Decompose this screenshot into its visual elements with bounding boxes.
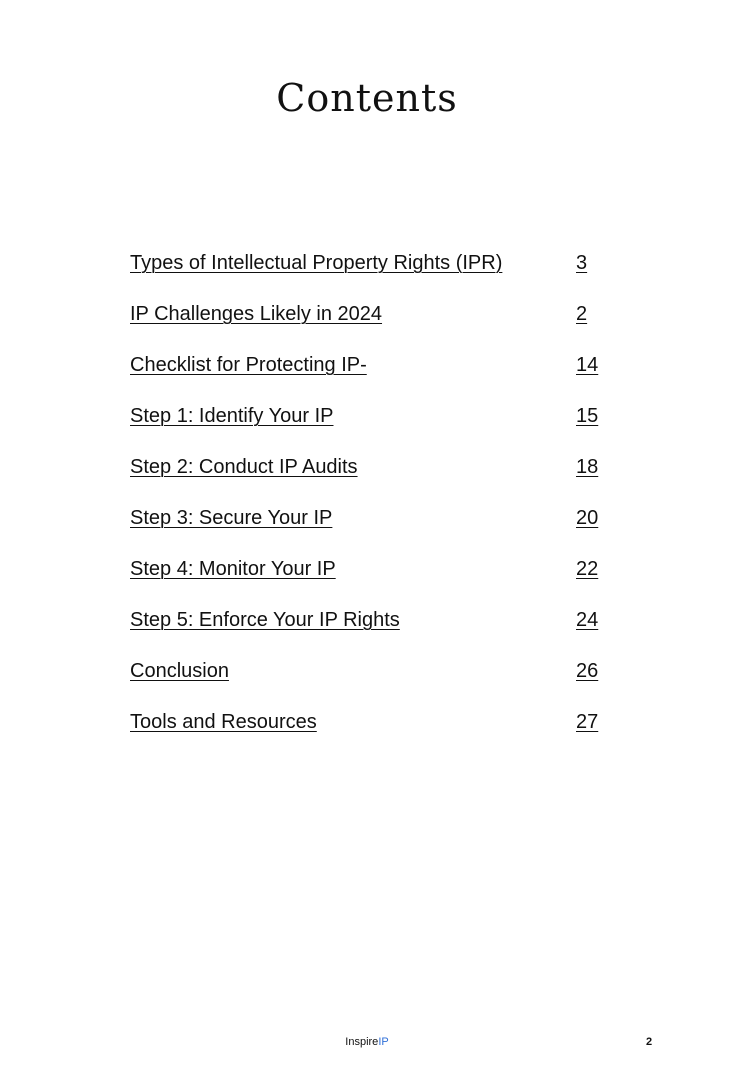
toc-entry-link[interactable]: Step 2: Conduct IP Audits <box>130 456 358 478</box>
toc-entry-link[interactable]: Checklist for Protecting IP- <box>130 354 367 376</box>
toc-entry-link[interactable]: Step 4: Monitor Your IP <box>130 558 336 580</box>
footer-brand-name: Inspire <box>345 1036 379 1048</box>
toc-entry <box>130 299 610 350</box>
toc-page-link[interactable]: 14 <box>576 354 599 376</box>
page-title: Contents <box>276 76 458 120</box>
toc-entry-link[interactable]: Step 5: Enforce Your IP Rights <box>130 609 400 631</box>
toc-page-link[interactable]: 27 <box>576 711 599 733</box>
toc-entry <box>130 605 610 656</box>
toc-entry-link[interactable]: Conclusion <box>130 660 229 682</box>
toc-entry <box>130 350 610 401</box>
toc-entry-link[interactable]: Step 3: Secure Your IP <box>130 507 333 529</box>
toc-entry <box>130 452 610 503</box>
footer-brand-accent: IP <box>378 1036 389 1048</box>
footer-brand <box>0 1036 734 1048</box>
toc-entry <box>130 656 610 707</box>
toc-page-link[interactable]: 24 <box>576 609 599 631</box>
toc-entry <box>130 707 610 758</box>
toc-entry-link[interactable]: Step 1: Identify Your IP <box>130 405 334 427</box>
toc-entry <box>130 503 610 554</box>
toc-page-link[interactable]: 20 <box>576 507 599 529</box>
toc-entry <box>130 401 610 452</box>
page-number: 2 <box>646 1036 653 1048</box>
toc-page-link[interactable]: 3 <box>576 252 588 274</box>
toc-entry-link[interactable]: Types of Intellectual Property Rights (IPR) <box>130 252 503 274</box>
toc-entry <box>130 554 610 605</box>
toc-page-link[interactable]: 26 <box>576 660 599 682</box>
toc-page-link[interactable]: 15 <box>576 405 599 427</box>
toc-entry-link[interactable]: IP Challenges Likely in 2024 <box>130 303 383 325</box>
toc-page-link[interactable]: 22 <box>576 558 599 580</box>
table-of-contents <box>130 248 610 758</box>
toc-page-link[interactable]: 18 <box>576 456 599 478</box>
toc-entry-link[interactable]: Tools and Resources <box>130 711 317 733</box>
toc-page-link[interactable]: 2 <box>576 303 588 325</box>
toc-entry <box>130 248 610 299</box>
